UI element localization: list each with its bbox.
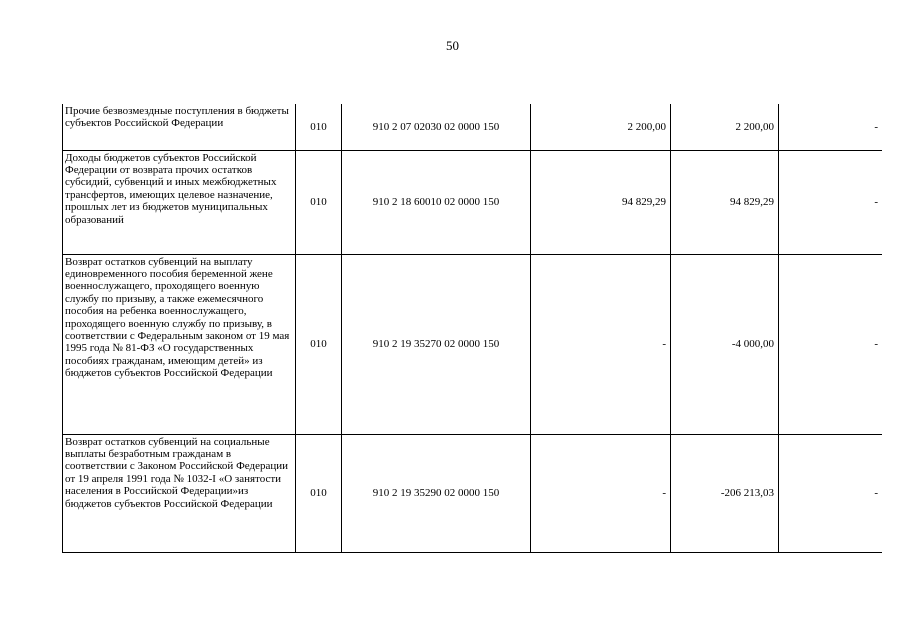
row-value-1: - — [531, 434, 671, 552]
budget-table — [62, 104, 882, 553]
row-code: 010 — [296, 434, 342, 552]
row-kbk: 910 2 18 60010 02 0000 150 — [342, 150, 531, 254]
table-row — [63, 150, 883, 254]
row-name: Доходы бюджетов субъектов Российской Федерации от возврата прочих остатков субсидий, субвенций и иных межбюджетных трансфертов, имеющих целевое назначение, прошлых лет из бюджетов муниципальных образований — [63, 150, 296, 254]
page-number: 50 — [446, 38, 459, 53]
row-value-3: - — [779, 150, 883, 254]
table-row — [63, 104, 883, 150]
row-name: Возврат остатков субвенций на социальные выплаты безработным гражданам в соответствии с Законом Российской Федерации от 19 апреля 1991 года № 1032-I «О занятости населения в Российской Федерации»из бюджетов субъектов Российской Федерации — [63, 434, 296, 552]
table-row — [63, 434, 883, 552]
row-code: 010 — [296, 254, 342, 434]
row-value-1: 2 200,00 — [531, 104, 671, 150]
row-kbk: 910 2 19 35270 02 0000 150 — [342, 254, 531, 434]
row-code: 010 — [296, 150, 342, 254]
row-value-1: 94 829,29 — [531, 150, 671, 254]
row-value-2: 94 829,29 — [671, 150, 779, 254]
row-kbk: 910 2 19 35290 02 0000 150 — [342, 434, 531, 552]
row-kbk: 910 2 07 02030 02 0000 150 — [342, 104, 531, 150]
row-name: Прочие безвозмездные поступления в бюджеты субъектов Российской Федерации — [63, 104, 296, 150]
row-value-2: 2 200,00 — [671, 104, 779, 150]
row-name: Возврат остатков субвенций на выплату единовременного пособия беременной жене военнослужащего, проходящего военную службу по призыву, а также ежемесячного пособия на ребенка военнослужащего, проходящего военную службу по призыву, в соответствии с Федеральным законом от 19 мая 1995 года № 81-ФЗ «О государственных пособиях гражданам, имеющим детей» из бюджетов субъектов Российской Федерации — [63, 254, 296, 434]
row-value-1: - — [531, 254, 671, 434]
row-value-3: - — [779, 104, 883, 150]
row-value-3: - — [779, 254, 883, 434]
row-value-2: -206 213,03 — [671, 434, 779, 552]
table-row — [63, 254, 883, 434]
row-value-3: - — [779, 434, 883, 552]
row-code: 010 — [296, 104, 342, 150]
row-value-2: -4 000,00 — [671, 254, 779, 434]
